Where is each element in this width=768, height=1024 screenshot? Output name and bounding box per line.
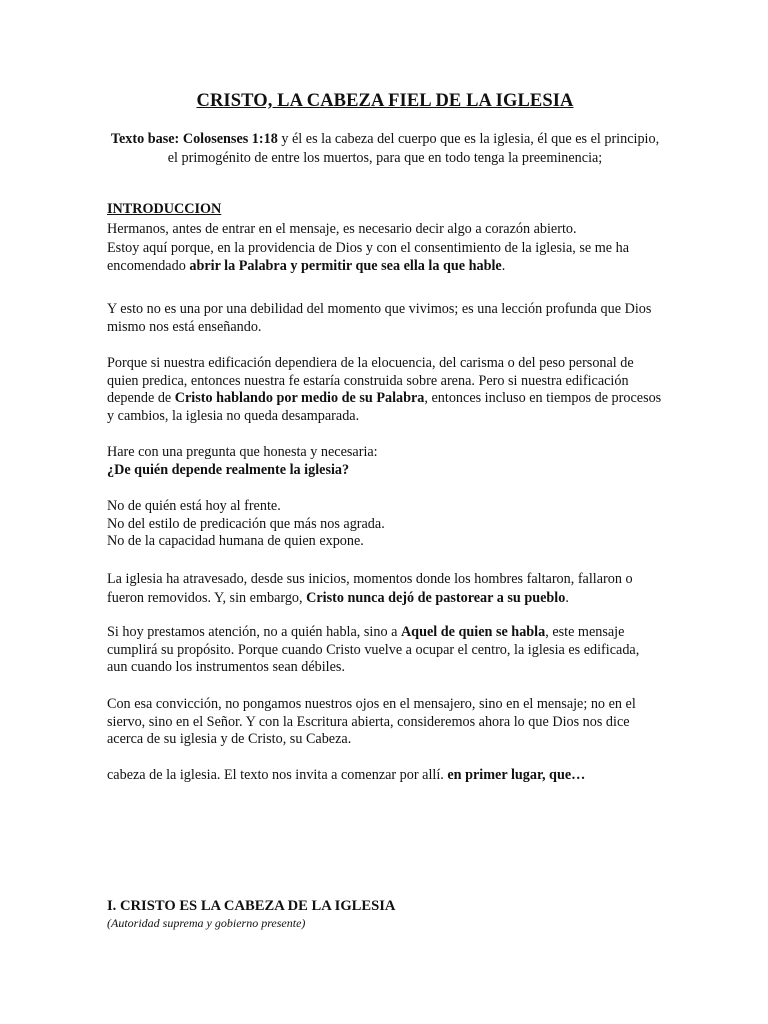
intro-line-2 bbox=[107, 240, 663, 275]
paragraph-iglesia bbox=[107, 570, 663, 608]
intro-line-1: Hermanos, antes de entrar en el mensaje, es necesario decir algo a corazón abierto. bbox=[107, 220, 577, 237]
no-line-2: No del estilo de predicación que más nos agrada. bbox=[107, 515, 385, 532]
paragraph-atencion bbox=[107, 624, 663, 677]
section-1-heading: I. CRISTO ES LA CABEZA DE LA IGLESIA bbox=[107, 898, 396, 914]
atencion-text: Si hoy prestamos atención, no a quién habla, sino a bbox=[107, 624, 401, 640]
atencion-bold: Aquel de quien se habla bbox=[400, 624, 546, 640]
paragraph-conviccion: Con esa convicción, no pongamos nuestros ojos en el mensajero, sino en el mensaje; no en el siervo, sino en el Señor. Y con la Escritura abierta, consideremos ahora lo que Dios nos dice acerca de su iglesia y de Cristo, su Cabeza. bbox=[107, 696, 636, 747]
pregunta-line-1: Hare con una pregunta que honesta y necesaria: bbox=[107, 444, 378, 460]
document-title: CRISTO, LA CABEZA FIEL DE LA IGLESIA bbox=[196, 91, 574, 111]
paragraph-no-list bbox=[107, 498, 663, 551]
texto-base-paragraph bbox=[107, 130, 663, 167]
no-line-3: No de la capacidad humana de quien expone. bbox=[107, 533, 364, 549]
paragraph-pregunta bbox=[107, 444, 663, 479]
atencion-end: , este mensaje cumplirá su propósito. Porque cuando Cristo vuelve a ocupar el centro, la iglesia es edificada, aun cuando los instrumentos sean débiles. bbox=[107, 624, 640, 675]
texto-base-label: Texto base: Colosenses 1:18 bbox=[110, 131, 278, 147]
edificacion-end: , entonces incluso en tiempos de procesos y cambios, la iglesia no queda desamparada. bbox=[107, 390, 662, 424]
section-1-subtitle: (Autoridad suprema y gobierno presente) bbox=[107, 915, 306, 930]
intro-line-2-bold: abrir la Palabra y permitir que sea ella la que hable bbox=[189, 257, 502, 274]
iglesia-end: . bbox=[565, 590, 569, 606]
edificacion-bold: Cristo hablando por medio de su Palabra bbox=[174, 390, 425, 406]
edificacion-text: Porque si nuestra edificación dependiera de la elocuencia, del carisma o del peso personal de quien predica, entonces nuestra fe estaría construida sobre arena. Pero si nuestra edificación depende de bbox=[107, 355, 634, 406]
intro-heading: INTRODUCCION bbox=[107, 201, 222, 217]
intro-section bbox=[107, 201, 663, 275]
no-line-1: No de quién está hoy al frente. bbox=[107, 498, 281, 514]
pregunta-line-2: ¿De quién depende realmente la iglesia? bbox=[107, 461, 350, 478]
paragraph-edificacion bbox=[107, 355, 663, 425]
section-1 bbox=[107, 898, 663, 931]
intro-line-2-text: Estoy aquí porque, en la providencia de Dios y con el consentimiento de la iglesia, se me ha encomendado bbox=[107, 240, 630, 274]
cabeza-text: cabeza de la iglesia. El texto nos invita a comenzar por allí. bbox=[107, 767, 448, 783]
paragraph-cabeza bbox=[107, 767, 663, 785]
texto-base-text: y él es la cabeza del cuerpo que es la iglesia, él que es el principio, el primogénito de entre los muertos, para que en todo tenga la preeminencia; bbox=[167, 131, 660, 166]
paragraph-leccion: Y esto no es una por una debilidad del momento que vivimos; es una lección profunda que Dios mismo nos está enseñando. bbox=[107, 301, 652, 335]
iglesia-bold: Cristo nunca dejó de pastorear a su pueblo bbox=[306, 590, 566, 606]
cabeza-bold: en primer lugar, que… bbox=[447, 767, 586, 783]
iglesia-text: La iglesia ha atravesado, desde sus inicios, momentos donde los hombres faltaron, fallaron o fueron removidos. Y, sin embargo, bbox=[107, 571, 633, 606]
intro-line-2-end: . bbox=[501, 257, 506, 274]
